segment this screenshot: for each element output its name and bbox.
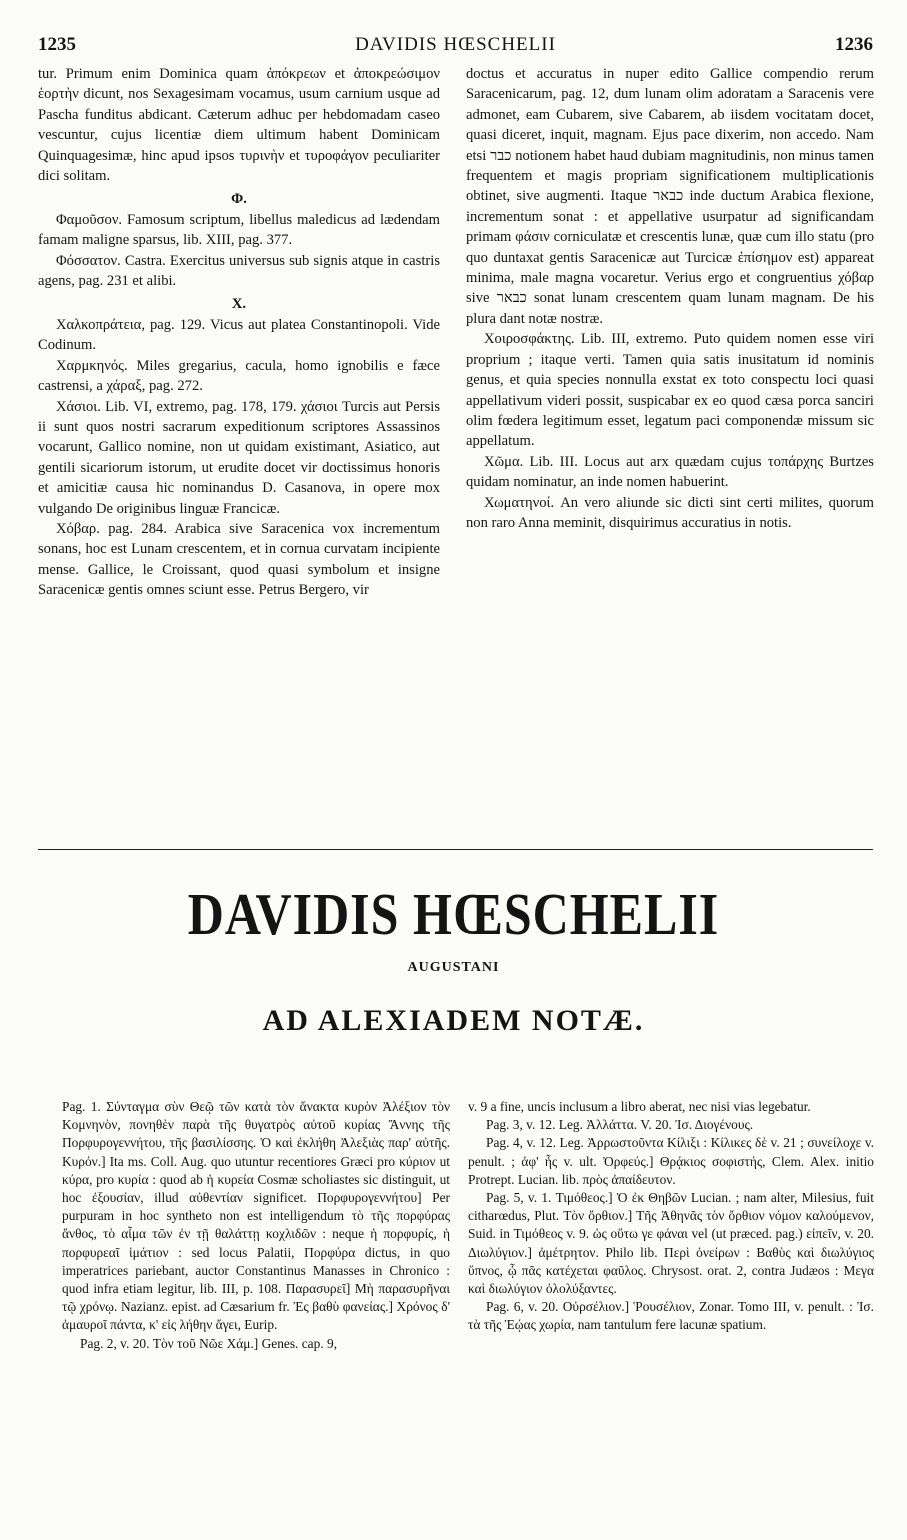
text-paragraph: v. 9 a fine, uncis inclusum a libro aberat, nec nisi vias legebatur.: [468, 1099, 811, 1114]
text-paragraph: Χαλκοπράτεια, pag. 129. Vicus aut platea Constantinopoli. Vide Codinum.: [38, 316, 440, 354]
text-paragraph: Pag. 1. Σύνταγμα σὺν Θεῷ τῶν κατὰ τὸν ἄνακτα κυρὸν Ἀλέξιον τὸν Κομνηνὸν, πονηθὲν παρὰ τῆς θυγατρὸς αὐτοῦ κυρίας Ἄννης τῆς Πορφυρογεννήτου, τῆς βασιλίσσης. Ὁ καὶ ἐκλήθη Ἀλεξιὰς παρ' αὐτῆς. Κυρόν.] Ita ms. Coll. Aug. quo utuntur recentiores Græci pro κύριον ut κύρα, pro κυρία : quod ab ἡ κυρεία Cosmæ scholiastes sic distinguit, ut hoc ἐξουσίαν, illud αὐθεντίαν significet. Πορφυρογεννήτου] Per purpuram in hoc syntheto non est intelligendum τὸ τῆς πορφύρας ἄνθος, τὸ αἷμα τῶν ἐν τῇ θαλάττῃ κοχλιδῶν : neque ἡ πορφυρίς, ἡ πορφυρεαῖ ἱμάτιον : sed locus Palatii, Πορφύρα dictus, in quo imperatrices pariebant, auctor Constantinus Manasses in Chronico : quod infra etiam legitur, lib. III, p. 108. Παρασυρεῖ] Μὴ παρασυρῆναι τῷ χρόνῳ. Nazianz. epist. ad Cæsarium fr. Ἐς βαθὺ φανείας.] Χρόνος δ' ἀμαυροῖ πάντα, κ' εἰς λήθην ἄγει, Eurip.: [62, 1099, 450, 1333]
section-letter-heading: Φ.: [231, 191, 247, 208]
text-paragraph: Pag. 4, v. 12. Leg. Ἀρρωστοῦντα Κίλιξι : Κίλικες δὲ v. 21 ; συνείλοχε v. penult. ; ἀφ' ἧς v. ult. Ὀρφεύς.] Θρᾴκιος σοφιστής, Clem. Alex. initio Protrept. Lucian. lib. πρὸς ἀπαίδευτον.: [468, 1135, 874, 1187]
top-right-column: [466, 64, 874, 533]
page-number-right: 1236: [835, 34, 873, 55]
text-paragraph: Φόσσατον. Castra. Exercitus universus sub signis atque in castris agens, pag. 231 et alibi.: [38, 252, 440, 290]
text-paragraph: Χαρμκηνός. Miles gregarius, cacula, homo ignobilis e fæce castrensi, a χάραξ, pag. 272.: [38, 357, 440, 395]
text-paragraph: Χόβαρ. pag. 284. Arabica sive Saracenica vox incrementum sonans, hoc est Lunam crescentem, et in cornua curvatam incipiente mense. Gallice, le Croissant, quod quasi symbolum et insigne Saracenicæ gentis omnes sciunt esse. Petrus Bergero, vir: [38, 520, 440, 599]
running-title: DAVIDIS HŒSCHELII: [355, 34, 556, 55]
bottom-right-column: [468, 1098, 874, 1335]
top-left-column: [38, 64, 440, 601]
notes-main-title: DAVIDIS HŒSCHELII: [187, 880, 720, 948]
text-paragraph: Pag. 2, v. 20. Τὸν τοῦ Νῶε Χάμ.] Genes. cap. 9,: [80, 1335, 338, 1351]
text-paragraph: Χῶμα. Lib. III. Locus aut arx quædam cujus τοπάρχης Burtzes quidam nominatur, an inde nomen habuerint.: [466, 453, 874, 491]
text-paragraph: Χάσιοι. Lib. VI, extremo, pag. 178, 179. χάσιοι Turcis aut Persis ii sunt quos nostri sacrarum expeditionum scriptores Assassinos vocarunt, Gallico nomine, non ut quidam existimant, Asiatico, aut gentili sicariorum istorum, ut erudite docet vir doctissimus honoris et amicitiæ causa hic nominandus D. Casanova, in opere mox vulgando De originibus linguæ Francicæ.: [38, 398, 440, 517]
running-header: [38, 34, 873, 60]
text-paragraph: Φαμοῦσον. Famosum scriptum, libellus maledicus ad lædendam famam maligne sparsus, lib. XIII, pag. 377.: [38, 211, 440, 249]
section-letter-heading: X.: [231, 296, 247, 313]
text-paragraph: doctus et accuratus in nuper edito Gallice compendio rerum Saracenicarum, pag. 12, dum lunam olim adoratam a Saracenis vere admonet, eam Cubarem, sive Cabarem, ab iisdem vocitatam docet, quasi diceret, inquit, magnam. Ejus pace dixerim, non accedo. Nam etsi כבר notionem habet haud dubiam magnitudinis, non minus tamen frequentem et magis propriam significationem multiplicationis obtinet, sive augmenti. Itaque כבאר inde ductum Arabica flexione, incrementum sonat : et appellative usurpatur ad significandam primam φάσιν corniculatæ et crescentis lunæ, quæ cum illo statu (pro quo duntaxat gentis Saracenicæ aut Turcicæ ἐπίσημον est) appareat minima, male magna vocaretur. Verius ergo et congruentius χόβαρ sive כבאר sonat lunam crescentem quam lunam magnam. De his plura dant notæ nostræ.: [466, 66, 874, 327]
text-paragraph: Χωματηνοί. An vero aliunde sic dicti sint certi milites, quorum non raro Anna meminit, disquirimus accuratius in notis.: [466, 494, 874, 531]
page-number-left: 1235: [38, 34, 76, 55]
text-paragraph: Pag. 5, v. 1. Τιμόθεος.] Ὁ ἐκ Θηβῶν Lucian. ; nam alter, Milesius, fuit citharœdus, Plut. Τὸν ὄρθιον.] Τῆς Ἀθηνᾶς τὸν ὄρθιον νόμον καλούμενον, Suid. in Τιμόθεος v. 9. ὡς οὕτω γε φάναι vel (ut præced. pag.) εἰπεῖν, v. 20. Διωλύγιον.] ἀμέτρητον. Philo lib. Περὶ ὀνείρων : Βαθὺς καὶ διωλύγιος ὕπνος, ᾧ πᾶς κατέχεται φαῦλος. Chrysost. orat. 2, contra Judæos : Μεγα καὶ διωλύγιον ὀλολύξαντες.: [468, 1190, 874, 1297]
text-paragraph: Pag. 6, v. 20. Οὐρσέλιον.] Ῥουσέλιον, Zonar. Tomo III, v. penult. : Ἰσ. τὰ τῆς Ἑῴας χωρία, nam tantulum fere lacunæ spatium.: [468, 1299, 874, 1333]
notes-subtitle: AUGUSTANI: [407, 960, 500, 975]
text-paragraph: Χοιροσφάκτης. Lib. III, extremo. Puto quidem nomen esse viri proprium ; itaque verti. Tamen quia satis inusitatum id nominis genus, et quia species nonnulla exstat ex toto conspectu loci quasi appellativum videri possit, suspicabar ex eo quod cæsa porca sanciri olim fœdera legitimum esset, legatum paci componendæ missum sic appellatum.: [466, 331, 874, 450]
notes-heading: AD ALEXIADEM NOTÆ.: [262, 1004, 645, 1037]
text-paragraph: tur. Primum enim Dominica quam ἀπόκρεων et ἀποκρεώσιμον ἑορτὴν dicunt, nos Sexagesimam vocamus, usum carnium usque ad Pascha funditus abdicant. Cæterum adhuc per hebdomadam caseo vescuntur, cujus licentiæ diem ultimum habent Dominicam Quinquagesimæ, hinc apud ipsos τυρινὴν et τυροφάγον peculiariter dici solitam.: [38, 66, 440, 185]
section-divider-rule: [38, 849, 873, 850]
bottom-left-column: [62, 1098, 450, 1353]
text-paragraph: Pag. 3, v. 12. Leg. Ἀλλάττα. V. 20. Ἰσ. Διογένους.: [486, 1117, 754, 1133]
